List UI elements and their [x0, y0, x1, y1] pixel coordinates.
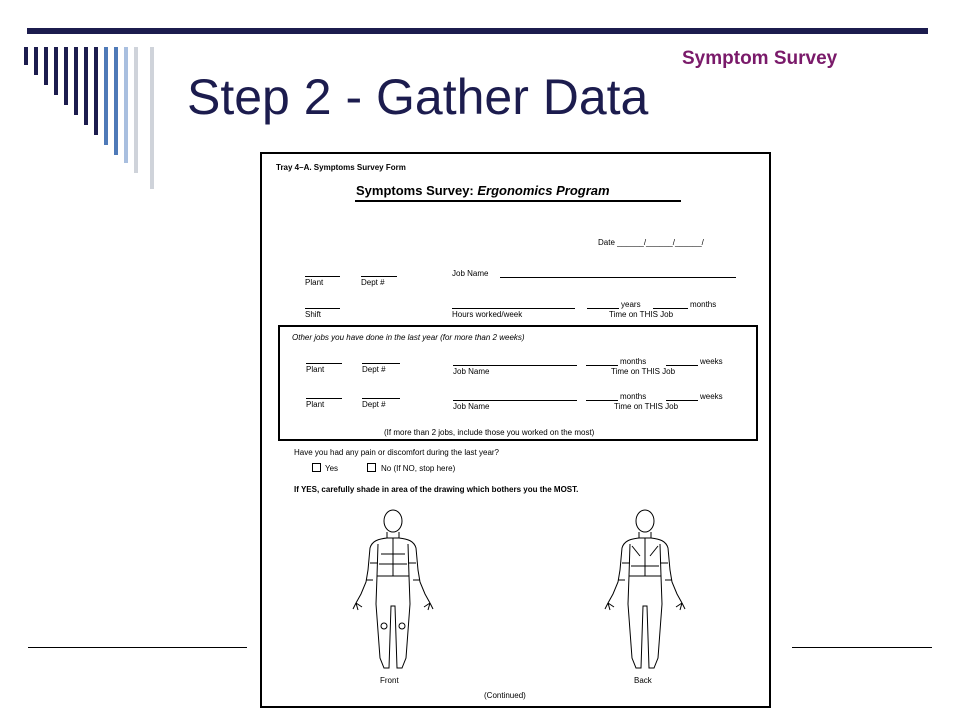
- back-label: Back: [634, 676, 652, 685]
- decorative-bar: [124, 47, 128, 163]
- continued-label: (Continued): [484, 691, 526, 700]
- other-job-name-line[interactable]: [453, 365, 577, 366]
- other-months-label: months: [620, 357, 647, 366]
- decorative-bar: [74, 47, 78, 115]
- bottom-rule-right: [792, 647, 932, 648]
- other-weeks-line[interactable]: [666, 400, 698, 401]
- other-months-line[interactable]: [586, 365, 618, 366]
- no-label: No (If NO, stop here): [381, 464, 456, 473]
- shade-instruction: If YES, carefully shade in area of the drawing which bothers you the MOST.: [294, 485, 579, 494]
- other-weeks-label: weeks: [700, 357, 723, 366]
- decorative-bar: [34, 47, 38, 75]
- other-plant-line[interactable]: [306, 363, 342, 364]
- body-back-figure[interactable]: [600, 508, 690, 674]
- decorative-bar: [104, 47, 108, 145]
- years-label: years: [621, 300, 641, 309]
- form-heading: [356, 184, 610, 197]
- hours-label: Hours worked/week: [452, 310, 523, 319]
- other-plant-label: Plant: [306, 365, 325, 374]
- other-dept-label: Dept #: [362, 365, 386, 374]
- dept-line[interactable]: [361, 276, 397, 277]
- form-heading-italic: Ergonomics Program: [477, 183, 610, 198]
- decorative-bar: [64, 47, 68, 105]
- years-line[interactable]: [587, 308, 619, 309]
- time-on-job-label: Time on THIS Job: [609, 310, 674, 319]
- decorative-bar: [94, 47, 98, 135]
- no-checkbox[interactable]: [367, 463, 376, 472]
- other-job-name-line[interactable]: [453, 400, 577, 401]
- other-jobs-heading: Other jobs you have done in the last year (for more than 2 weeks): [292, 333, 525, 342]
- other-months-label: months: [620, 392, 647, 401]
- pain-question: Have you had any pain or discomfort during the last year?: [294, 448, 500, 457]
- other-plant-label: Plant: [306, 400, 325, 409]
- other-dept-line[interactable]: [362, 398, 400, 399]
- other-time-label: Time on THIS Job: [614, 402, 679, 411]
- section-label: Symptom Survey: [682, 48, 838, 69]
- date-blank: ______/______/______/: [617, 238, 704, 247]
- dept-label: Dept #: [361, 278, 385, 287]
- other-jobs-note: (If more than 2 jobs, include those you worked on the most): [384, 428, 595, 437]
- other-job-name-label: Job Name: [453, 402, 490, 411]
- bottom-rule-left: [28, 647, 247, 648]
- front-label: Front: [380, 676, 399, 685]
- title-top-rule: [27, 28, 928, 34]
- other-jobs-box: [278, 325, 758, 441]
- symptoms-survey-form: [260, 152, 771, 708]
- date-field[interactable]: [598, 239, 704, 247]
- job-name-label: Job Name: [452, 269, 489, 278]
- job-name-line[interactable]: [500, 277, 736, 278]
- other-job-name-label: Job Name: [453, 367, 490, 376]
- yes-checkbox[interactable]: [312, 463, 321, 472]
- decorative-bar: [84, 47, 88, 125]
- other-plant-line[interactable]: [306, 398, 342, 399]
- date-label: Date: [598, 238, 615, 247]
- decorative-bar: [24, 47, 28, 65]
- months-label: months: [690, 300, 717, 309]
- tray-label: Tray 4–A. Symptoms Survey Form: [276, 163, 406, 172]
- other-dept-line[interactable]: [362, 363, 400, 364]
- hours-line[interactable]: [452, 308, 575, 309]
- other-weeks-line[interactable]: [666, 365, 698, 366]
- other-months-line[interactable]: [586, 400, 618, 401]
- decorative-bar: [150, 47, 154, 189]
- decorative-bar: [54, 47, 58, 95]
- plant-line[interactable]: [305, 276, 340, 277]
- shift-label: Shift: [305, 310, 322, 319]
- decorative-bar: [134, 47, 138, 173]
- months-line[interactable]: [653, 308, 688, 309]
- plant-label: Plant: [305, 278, 324, 287]
- slide-title: Step 2 - Gather Data: [187, 69, 649, 125]
- other-dept-label: Dept #: [362, 400, 386, 409]
- body-front-figure[interactable]: [348, 508, 438, 674]
- form-heading-plain: Symptoms Survey:: [356, 183, 478, 198]
- shift-line[interactable]: [305, 308, 340, 309]
- decorative-bar: [114, 47, 118, 155]
- decorative-bar: [44, 47, 48, 85]
- yes-label: Yes: [325, 464, 339, 473]
- heading-underline: [355, 200, 681, 202]
- other-time-label: Time on THIS Job: [611, 367, 676, 376]
- other-weeks-label: weeks: [700, 392, 723, 401]
